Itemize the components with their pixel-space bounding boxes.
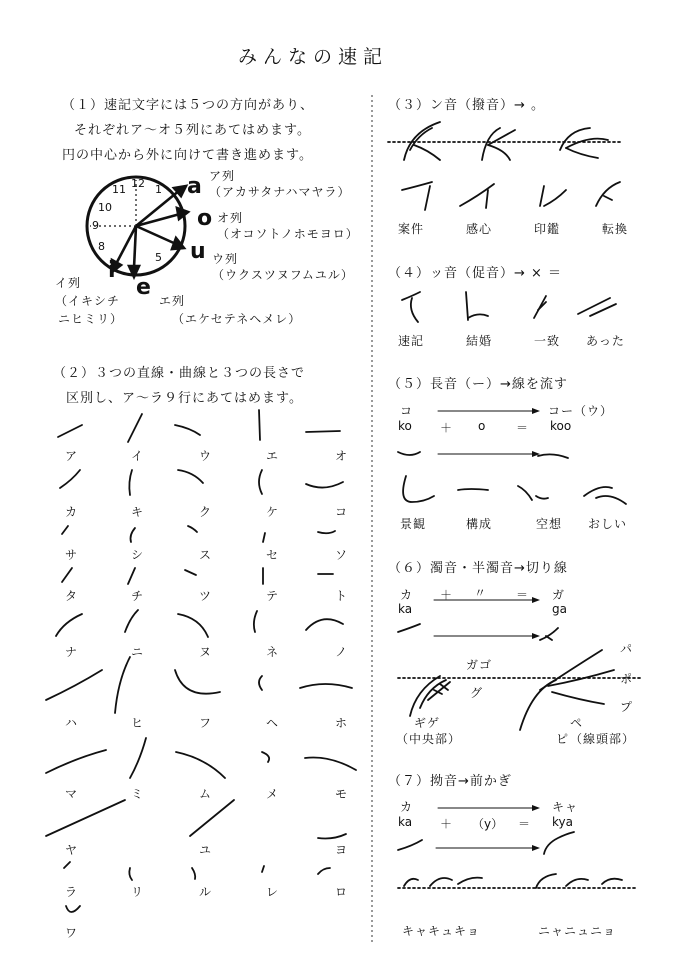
kana-label: ク [198,505,211,519]
vowel-a-row: ア列 [209,169,236,183]
s5-word-4: おしい [588,517,628,531]
kana-label: ノ [334,645,347,659]
kana-label: ウ [198,449,211,463]
kana-label: リ [130,885,143,899]
s6-eq-kana-1: カ [400,588,414,602]
s3-word-1: 案件 [398,222,425,236]
kana-label: ニ [130,645,143,659]
s7-eq-latin-1: ka [398,815,413,829]
s6-pa-label-1: パ [620,642,634,656]
clock-number-11: 11 [112,183,126,196]
vowel-u: u [190,239,206,264]
s7-eq-kana-right: キャ [552,800,579,814]
vowel-i-kana1: （イキシチ [55,294,120,308]
kana-label: モ [334,787,347,801]
vowel-i: i [108,258,116,283]
s7-eq-kana-left: カ [400,800,414,814]
kana-label: ユ [198,843,211,857]
vowel-o-row: オ列 [217,211,244,225]
kana-label: ハ [64,716,77,730]
kana-label: セ [265,548,278,562]
kana-label: ス [198,548,211,562]
kana-label: キ [130,505,143,519]
s6-pa-label-2: ポ [620,672,634,686]
kana-label: カ [64,505,77,519]
s6-eq-kana-4: ＝ [516,588,530,602]
s5-eq-kana-right: コー（ウ） [548,404,614,418]
vowel-e-kana: （エケセテネヘメレ） [172,312,302,326]
clock-number-9: 9 [92,219,99,232]
clock-number-1: 1 [155,183,162,196]
clock-number-8: 8 [98,240,105,253]
kana-label: ア [64,449,77,463]
kana-label: ミ [130,787,143,801]
kana-label: コ [334,505,347,519]
s5-eq-latin-3: o [478,419,486,433]
s3-word-4: 転換 [602,222,629,236]
kana-label: フ [198,716,211,730]
s7-word-2: ニャニュニョ [538,924,617,938]
s4-word-4: あった [586,334,625,348]
clock-number-12: 12 [131,177,145,190]
kana-label: ホ [334,716,347,730]
s7-eq-latin-5: kya [552,815,573,829]
kana-label: メ [265,787,278,801]
kana-label: シ [130,548,143,562]
s6-ga-label-1: ガゴ [466,658,493,672]
kana-label: エ [265,449,278,463]
s7-eq-latin-4: ＝ [518,817,531,831]
kana-label: ム [198,787,211,801]
s6-center-label: （中央部） [396,732,462,746]
s7-word-1: キャキュキョ [402,924,481,938]
s5-word-1: 景観 [400,517,427,531]
s3-word-2: 感心 [466,222,493,236]
s6-eq-kana-3: 〃 [474,586,488,600]
s6-eq-latin-left: ka [398,602,413,616]
s5-eq-latin-1: ko [398,419,412,433]
s6-ga-label-3: ギゲ [414,716,441,730]
kana-label: サ [64,548,77,562]
kana-label: ナ [64,645,77,659]
kana-label: ケ [265,505,278,519]
s7-eq-latin-2: ＋ [440,817,453,831]
kana-label: オ [334,449,347,463]
s1-line3: 円の中心から外に向けて書き進めます。 [62,148,313,163]
vowel-e: e [136,275,151,300]
s6-ga-label-2: グ [470,686,484,700]
kana-label: ヒ [130,716,143,730]
s2-line1: （２）３つの直線・曲線と３つの長さで [53,366,306,381]
s7-eq-latin-3: （y） [472,817,504,831]
s6-pa-label-5: ピ [556,732,570,746]
s5-eq-latin-4: ＝ [516,421,529,435]
page-title: みんなの速記 [238,46,389,68]
s5-eq-kana-left: コ [400,404,414,418]
s6-head-label: （線頭部） [570,732,636,746]
kana-label: ヤ [64,843,77,857]
kana-label: ネ [265,645,278,659]
vowel-e-row: エ列 [159,294,186,308]
s6-eq-kana-2: ＋ [440,588,454,602]
s4-word-3: 一致 [534,334,561,348]
kana-label: ヨ [334,843,347,857]
vowel-u-row: ウ列 [212,252,239,266]
vowel-i-kana2: ニヒミリ） [58,312,124,326]
s3-heading: （３）ン音（撥音）→ 。 [388,98,546,113]
s5-eq-latin-5: koo [550,419,572,433]
kana-label: マ [64,787,77,801]
s4-heading: （４）ッ音（促音）→ × ＝ [388,266,563,281]
vowel-i-row: イ列 [55,276,82,290]
s6-pa-label-3: プ [620,700,634,714]
kana-label: テ [265,589,278,603]
clock-number-5: 5 [155,251,162,264]
kana-label: ヘ [265,716,278,730]
vowel-a-kana: （アカサタナハマヤラ） [209,185,351,199]
s5-word-2: 構成 [466,517,493,531]
kana-label: チ [130,589,143,603]
kana-label: ト [334,589,347,603]
s4-word-1: 速記 [398,334,425,348]
kana-label: タ [64,589,77,603]
s6-eq-kana-5: ガ [552,588,566,602]
kana-label: ソ [334,548,347,562]
vowel-o-kana: （オコソトノホモヨロ） [217,227,359,241]
vowel-o: o [197,206,213,231]
kana-label: レ [265,885,278,899]
kana-label: ル [198,885,211,899]
vowel-a: a [187,174,202,199]
s5-eq-latin-2: ＋ [440,421,453,435]
kana-label: ヌ [198,645,211,659]
s7-heading: （７）拗音→前かぎ [388,774,512,789]
kana-label: ラ [64,885,77,899]
kana-label: イ [130,449,143,463]
s3-word-3: 印鑑 [534,222,561,236]
kana-label: ツ [198,589,211,603]
vowel-u-kana: （ウクスツヌフムユル） [212,268,354,282]
s1-line2: それぞれア～オ５列にあてはめます。 [74,123,311,138]
kana-label: ロ [334,885,347,899]
s5-heading: （５）長音（ー）→線を流す [388,377,568,392]
s6-heading: （６）濁音・半濁音→切り線 [388,561,568,576]
kana-label: ワ [64,926,77,940]
s6-pa-label-4: ペ [570,716,584,730]
s1-line1: （１）速記文字には５つの方向があり、 [62,98,315,113]
s6-eq-latin-right: ga [552,602,567,616]
s2-line2: 区別し、ア～ラ９行にあてはめます。 [66,391,303,406]
clock-number-10: 10 [98,201,112,214]
s4-word-2: 結婚 [466,334,493,348]
s5-word-3: 空想 [536,517,563,531]
